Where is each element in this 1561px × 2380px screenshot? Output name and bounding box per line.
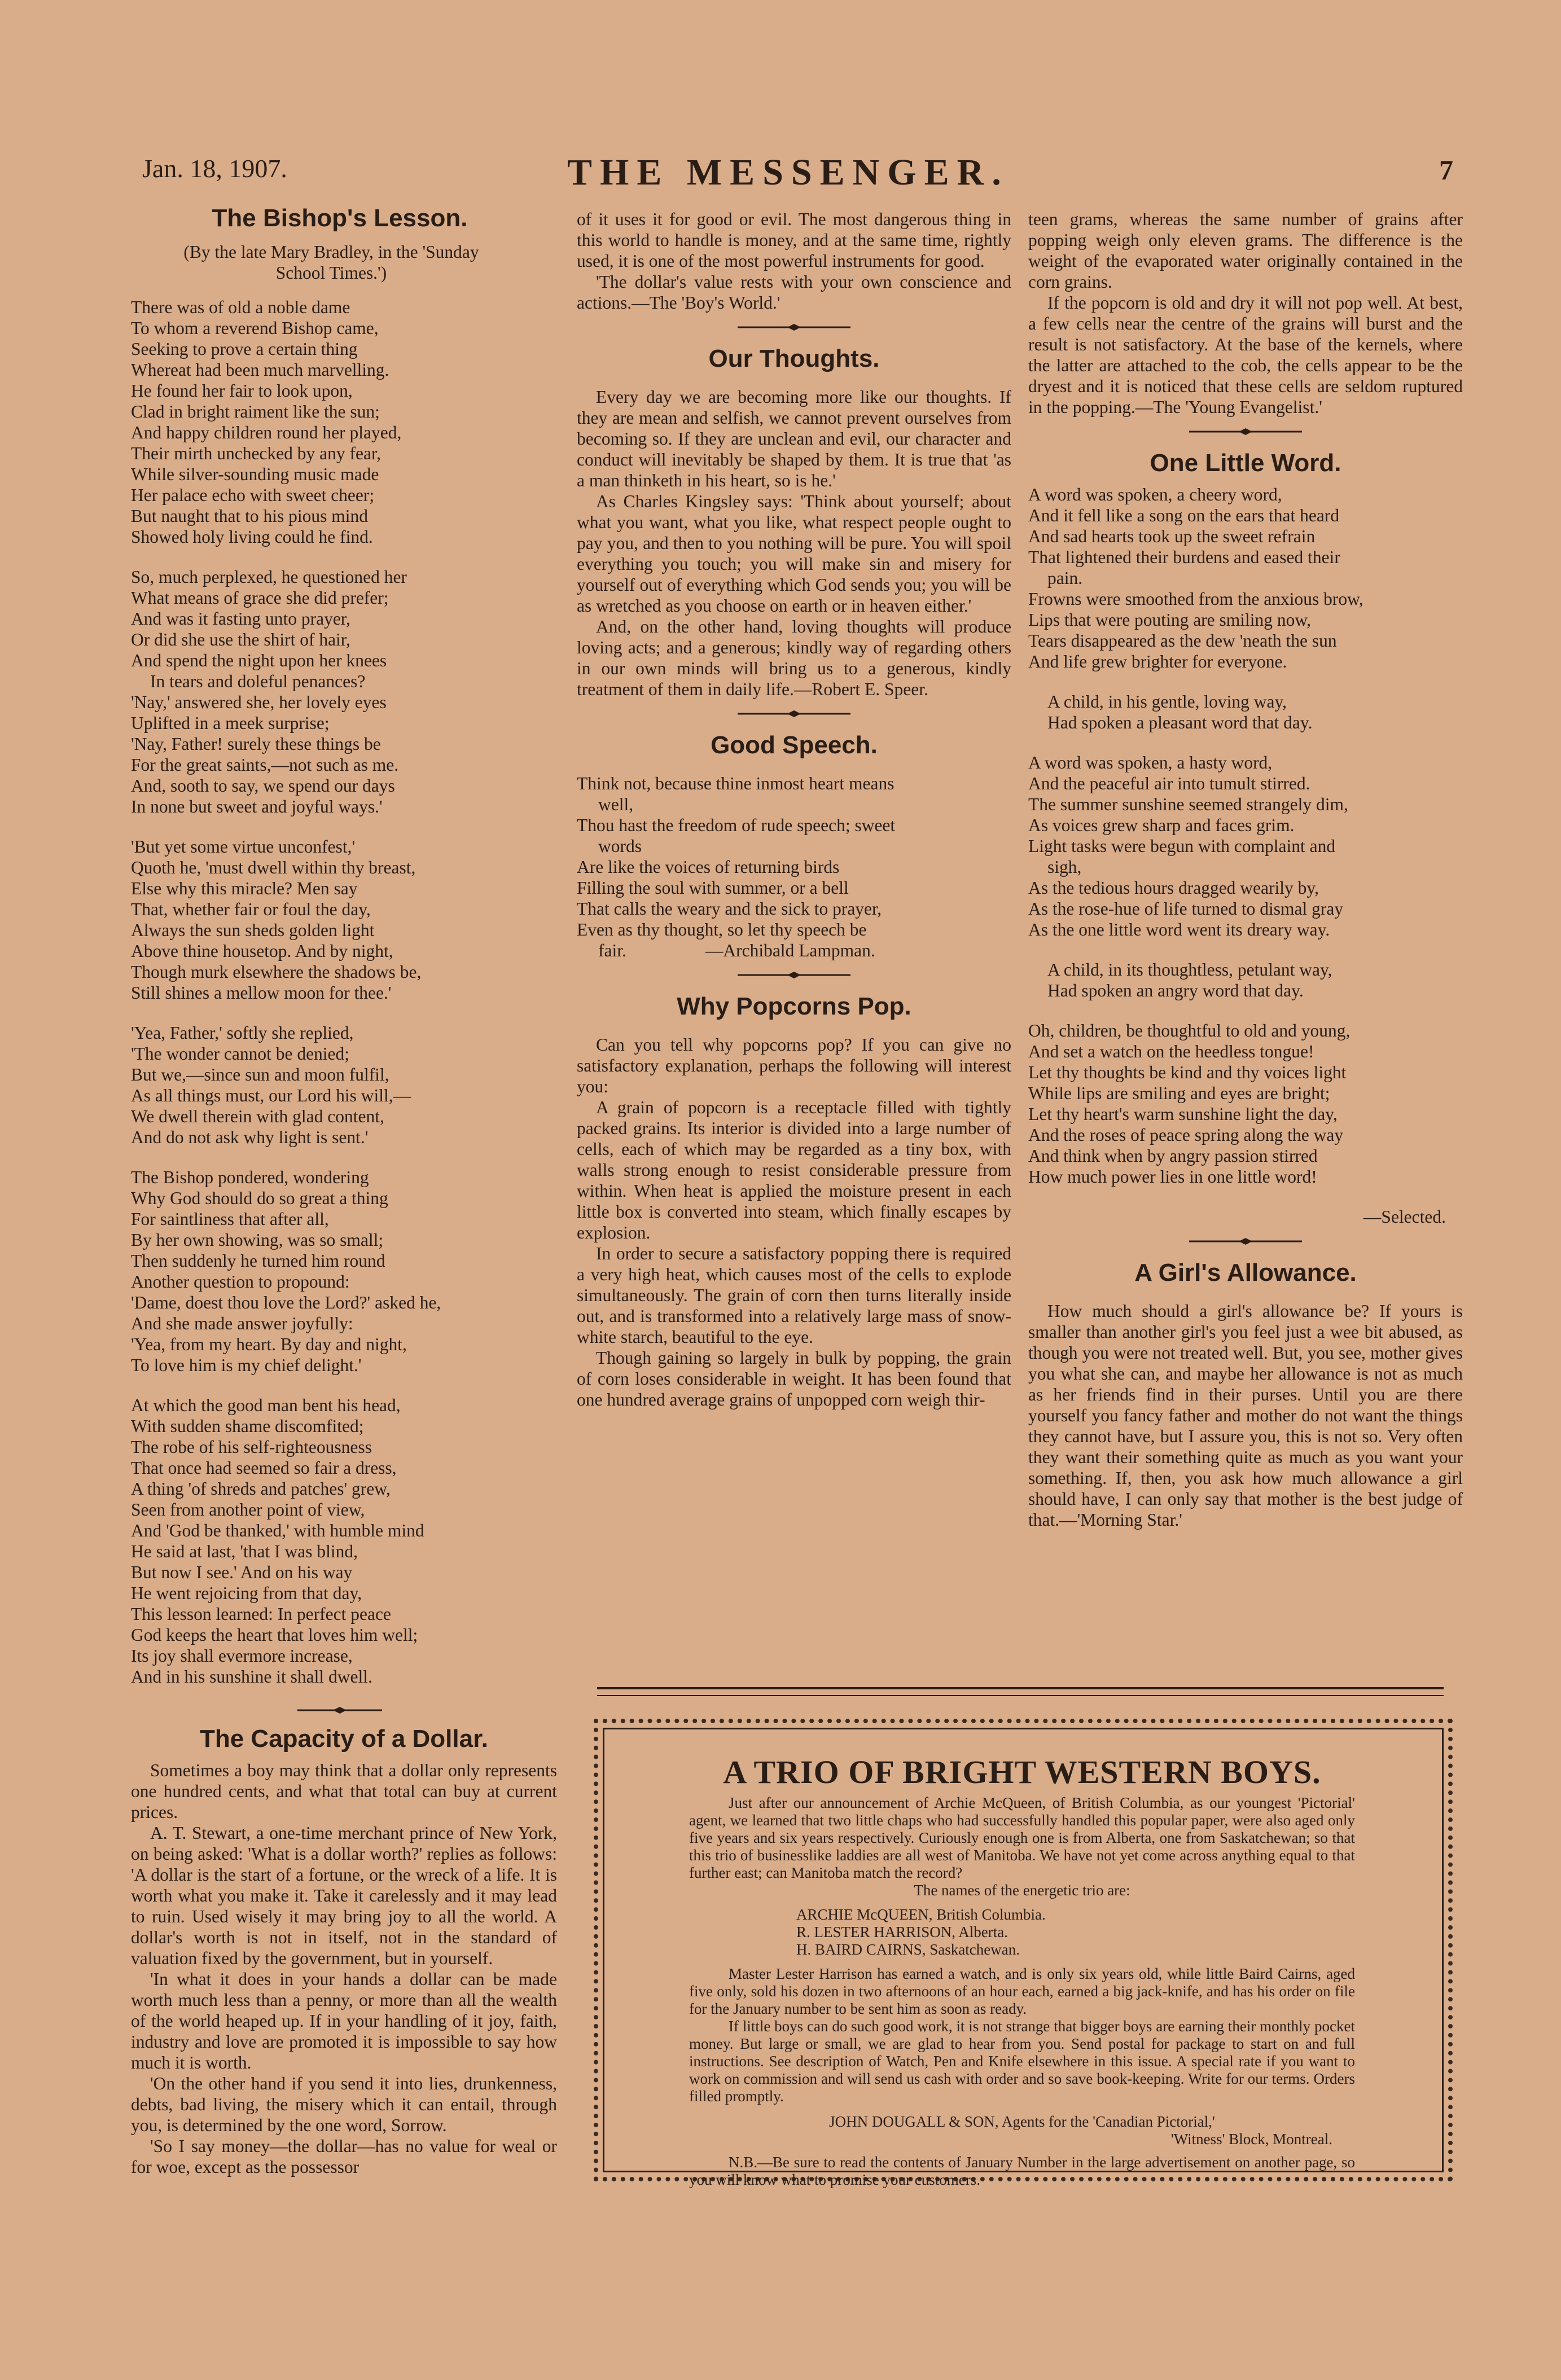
poem-line: But now I see.' And on his way bbox=[131, 1562, 353, 1582]
poem-line: As the tedious hours dragged wearily by, bbox=[1028, 878, 1319, 898]
poem-stanza bbox=[131, 567, 549, 817]
poem-line: And, sooth to say, we spend our days bbox=[131, 776, 395, 796]
poem-stanza bbox=[1028, 752, 1463, 940]
poem-line: That once had seemed so fair a dress, bbox=[131, 1458, 397, 1478]
column-1 bbox=[131, 203, 549, 1727]
poem-line: He went rejoicing from that day, bbox=[131, 1583, 362, 1603]
ad-name: R. LESTER HARRISON, Alberta. bbox=[796, 1924, 1008, 1940]
thoughts-paragraph: And, on the other hand, loving thoughts will produce loving acts; and a generous; kindly way of regarding others in our own minds will bring us to a generous, kindly treatment of them in daily life.—Robert E. Speer. bbox=[577, 617, 1011, 699]
poem-line: A thing 'of shreds and patches' grew, bbox=[131, 1479, 391, 1499]
poem-line: And she made answer joyfully: bbox=[131, 1314, 353, 1333]
ornament-divider bbox=[577, 323, 1011, 331]
poem-line: Her palace echo with sweet cheer; bbox=[131, 485, 375, 505]
poem-line: And the peaceful air into tumult stirred. bbox=[1028, 774, 1310, 793]
poem-line: And set a watch on the heedless tongue! bbox=[1028, 1042, 1314, 1061]
poem-line: Uplifted in a meek surprise; bbox=[131, 713, 330, 733]
poem-line: To whom a reverend Bishop came, bbox=[131, 318, 379, 338]
poem-line: For saintliness that after all, bbox=[131, 1209, 329, 1229]
poem-line: A word was spoken, a hasty word, bbox=[1028, 753, 1273, 772]
popcorn-title: Why Popcorns Pop. bbox=[677, 993, 911, 1020]
poem-line: And was it fasting unto prayer, bbox=[131, 609, 350, 629]
column-2 bbox=[577, 209, 1011, 1410]
dollar-continuation: of it uses it for good or evil. The most dangerous thing in this world to handle is money, and at the same time, rightly used, it is one of the most powerful instruments for good. bbox=[577, 209, 1011, 271]
section-rule bbox=[597, 1687, 1444, 1696]
poem-line: While silver-sounding music made bbox=[131, 464, 379, 484]
poem-line: A word was spoken, a cheery word, bbox=[1028, 485, 1282, 504]
ad-intro: Just after our announcement of Archie McQueen, of British Columbia, as our youngest 'Pictorial' agent, we learned that two little chaps who had successfully handled this popular paper, were also aged only five years and six years respectively. Curiously enough one is from Alberta, one from Saskatchewan; so that this trio of businesslike laddies are all west of Manitoba. We have not yet come across anything equal to that further east; can Manitoba match the record? bbox=[689, 1794, 1355, 1881]
poem-stanza bbox=[1028, 484, 1463, 672]
poem-line: But naught that to his pious mind bbox=[131, 506, 369, 526]
dollar-paragraph: Sometimes a boy may think that a dollar only represents one hundred cents, and what that total can buy at current prices. bbox=[131, 1760, 557, 1822]
poem-line: 'Nay,' answered she, her lovely eyes bbox=[131, 692, 387, 712]
masthead-title: THE MESSENGER. bbox=[567, 152, 1009, 193]
poem-line: Its joy shall evermore increase, bbox=[131, 1646, 353, 1666]
poem-line: A child, in its thoughtless, petulant way, bbox=[1047, 960, 1332, 980]
poem-line: And do not ask why light is sent.' bbox=[131, 1127, 369, 1147]
issue-date: Jan. 18, 1907. bbox=[142, 154, 287, 183]
ornament-divider bbox=[577, 971, 1011, 979]
word-attribution: —Selected. bbox=[1363, 1207, 1446, 1227]
poem-line: As the one little word went its dreary way. bbox=[1028, 920, 1330, 939]
poem-stanza bbox=[131, 297, 549, 547]
poem-line: Lips that were pouting are smiling now, bbox=[1028, 610, 1311, 630]
allowance-text: How much should a girl's allowance be? If yours is smaller than another girl's you feel just a wee bit abused, as though you were not treated well. But, you see, mother gives you what she can, and maybe her allowance is not as much as her friends find in their purses. Until you are there yourself you fancy father and mother do not want the things they cannot have, but I assure you, this is not so. Very often they want their something quite as much as you want your something. If, then, you ask how much allowance a girl should have, I can only say that mother is the best judge of that.—'Morning Star.' bbox=[1028, 1301, 1463, 1530]
poem-stanza bbox=[131, 1167, 549, 1376]
poem-line: Quoth he, 'must dwell within thy breast, bbox=[131, 858, 416, 877]
poem-line: 'Nay, Father! surely these things be bbox=[131, 734, 381, 754]
popcorn-last: If the popcorn is old and dry it will not pop well. At best, a few cells near the centre of the grains will burst and the result is not satisfactory. At the base of the kernels, where the latter are attached to the cob, the cells appear to be the dryest and it is noticed that these cells are seldom ruptured in the popping.—The 'Young Evangelist.' bbox=[1028, 293, 1463, 417]
speech-attribution: —Archibald Lampman. bbox=[705, 941, 875, 960]
poem-line: While lips are smiling and eyes are bright; bbox=[1028, 1083, 1330, 1103]
poem-line: What means of grace she did prefer; bbox=[131, 588, 389, 608]
popcorn-paragraph: A grain of popcorn is a receptacle filled with tightly packed grains. Its interior is divided into a large number of cells, each of which may be regarded as a tiny box, with walls strong enough to resist considerable pressure from within. When heat is applied the moisture present in each little box is converted into steam, which finally escapes by explosion. bbox=[577, 1097, 1011, 1242]
poem-line: Showed holy living could he find. bbox=[131, 527, 373, 547]
poem-line: Tears disappeared as the dew 'neath the sun bbox=[1028, 631, 1337, 651]
ad-name: H. BAIRD CAIRNS, Saskatchewan. bbox=[796, 1941, 1020, 1958]
poem-line: Always the sun sheds golden light bbox=[131, 920, 375, 940]
bishop-byline: (By the late Mary Bradley, in the 'Sunday School Times.') bbox=[183, 242, 479, 283]
advertisement-box bbox=[603, 1728, 1444, 2188]
poem-line: Why God should do so great a thing bbox=[131, 1188, 388, 1208]
poem-line: How much power lies in one little word! bbox=[1028, 1167, 1317, 1187]
poem-line: In none but sweet and joyful ways.' bbox=[131, 797, 383, 816]
poem-line: Had spoken an angry word that day. bbox=[1047, 981, 1304, 1000]
word-title: One Little Word. bbox=[1150, 449, 1341, 477]
poem-line: That, whether fair or foul the day, bbox=[131, 899, 371, 919]
poem-line: There was of old a noble dame bbox=[131, 297, 350, 317]
poem-line: As all things must, our Lord his will,— bbox=[131, 1086, 411, 1105]
poem-line: sigh, bbox=[1047, 857, 1082, 877]
poem-line: And think when by angry passion stirred bbox=[1028, 1146, 1318, 1166]
popcorn-continuation: teen grams, whereas the same number of grains after popping weigh only eleven grams. The difference is the weight of the evaporated water originally contained in the corn grains. bbox=[1028, 209, 1463, 292]
ad-names-heading: The names of the energetic trio are: bbox=[914, 1882, 1130, 1899]
poem-line: In tears and doleful penances? bbox=[150, 671, 366, 691]
popcorn-paragraph: In order to secure a satisfactory popping there is required a very high heat, which causes most of the cells to explode simultaneously. The grain of corn then turns literally inside out, and is transformed into a relatively large mass of snow-white starch, beautiful to the eye. bbox=[577, 1244, 1011, 1347]
poem-line: And life grew brighter for everyone. bbox=[1028, 652, 1287, 671]
poem-stanza bbox=[131, 836, 549, 1003]
dollar-paragraph: 'In what it does in your hands a dollar can be made worth much less than a penny, or more than all the wealth of the world heaped up. If in your handling of it joy, faith, industry and love are promoted it is impossible to say how much it is worth. bbox=[131, 1969, 557, 2072]
bishop-poem bbox=[131, 297, 549, 1687]
poem-line: Their mirth unchecked by any fear, bbox=[131, 443, 382, 463]
poem-line: At which the good man bent his head, bbox=[131, 1395, 401, 1415]
poem-line: The robe of his self-righteousness bbox=[131, 1437, 372, 1457]
ornament-divider bbox=[577, 710, 1011, 718]
poem-line: Though murk elsewhere the shadows be, bbox=[131, 962, 422, 982]
dollar-title: The Capacity of a Dollar. bbox=[199, 1725, 489, 1753]
poem-line: Whereat had been much marvelling. bbox=[131, 360, 389, 380]
allowance-title: A Girl's Allowance. bbox=[1134, 1259, 1357, 1286]
poem-line: We dwell therein with glad content, bbox=[131, 1106, 384, 1126]
poem-line: And the roses of peace spring along the way bbox=[1028, 1125, 1344, 1145]
poem-line: With sudden shame discomfited; bbox=[131, 1416, 364, 1436]
poem-line: By her own showing, was so small; bbox=[131, 1230, 384, 1250]
poem-line: 'The wonder cannot be denied; bbox=[131, 1044, 350, 1064]
poem-line: Oh, children, be thoughtful to old and young, bbox=[1028, 1021, 1350, 1040]
ad-names-list bbox=[689, 1906, 1355, 1959]
thoughts-paragraph: Every day we are becoming more like our thoughts. If they are mean and selfish, we cannot prevent ourselves from becoming so. If they are unclean and evil, our character and conduct will inevitably be shaped by them. It is true that 'as a man thinketh in his heart, so is he.' bbox=[577, 387, 1011, 490]
poem-line: This lesson learned: In perfect peace bbox=[131, 1604, 391, 1624]
poem-line: Seeking to prove a certain thing bbox=[131, 339, 358, 359]
poem-line: Had spoken a pleasant word that day. bbox=[1047, 713, 1313, 732]
poem-line: And it fell like a song on the ears that heard bbox=[1028, 506, 1340, 525]
poem-line: Seen from another point of view, bbox=[131, 1500, 365, 1520]
poem-line: pain. bbox=[1047, 568, 1083, 588]
poem-line: But we,—since sun and moon fulfil, bbox=[131, 1065, 389, 1084]
poem-stanza bbox=[1028, 1020, 1463, 1187]
thoughts-title: Our Thoughts. bbox=[708, 345, 880, 372]
poem-line: So, much perplexed, he questioned her bbox=[131, 567, 407, 587]
ad-signature: JOHN DOUGALL & SON, Agents for the 'Canadian Pictorial,' bbox=[829, 2113, 1215, 2130]
poem-line: Clad in bright raiment like the sun; bbox=[131, 402, 380, 421]
ad-name: ARCHIE McQUEEN, British Columbia. bbox=[796, 1906, 1046, 1923]
ornament-divider bbox=[131, 1706, 549, 1714]
popcorn-paragraph: Though gaining so largely in bulk by popping, the grain of corn loses considerable in weight. It has been found that one hundred average grains of unpopped corn weigh thir- bbox=[577, 1348, 1011, 1409]
poem-line: God keeps the heart that loves him well; bbox=[131, 1625, 418, 1645]
poem-line: For the great saints,—not such as me. bbox=[131, 755, 399, 775]
ornament-divider bbox=[1028, 428, 1463, 436]
poem-line: The summer sunshine seemed strangely dim, bbox=[1028, 794, 1348, 814]
poem-line: Frowns were smoothed from the anxious brow, bbox=[1028, 589, 1363, 609]
poem-line: 'Yea, from my heart. By day and night, bbox=[131, 1334, 407, 1354]
poem-line: He said at last, 'that I was blind, bbox=[131, 1542, 358, 1561]
poem-line: And spend the night upon her knees bbox=[131, 651, 387, 670]
poem-line: And sad hearts took up the sweet refrain bbox=[1028, 526, 1316, 546]
bishop-title: The Bishop's Lesson. bbox=[212, 204, 468, 232]
word-poem bbox=[1028, 484, 1463, 1187]
poem-line: Still shines a mellow moon for thee.' bbox=[131, 983, 392, 1003]
poem-line: Or did she use the shirt of hair, bbox=[131, 630, 350, 649]
poem-line: 'Yea, Father,' softly she replied, bbox=[131, 1023, 354, 1043]
poem-stanza bbox=[1028, 691, 1463, 733]
poem-line: That lightened their burdens and eased their bbox=[1028, 547, 1340, 567]
page-number: 7 bbox=[1439, 154, 1453, 186]
popcorn-paragraph: Can you tell why popcorns pop? If you can give no satisfactory explanation, perhaps the following will interest you: bbox=[577, 1035, 1011, 1096]
poem-line: Then suddenly he turned him round bbox=[131, 1251, 385, 1271]
poem-line: 'But yet some virtue unconfest,' bbox=[131, 837, 356, 857]
poem-line: Above thine housetop. And by night, bbox=[131, 941, 393, 961]
poem-line: As the rose-hue of life turned to dismal gray bbox=[1028, 899, 1344, 919]
thoughts-paragraph: As Charles Kingsley says: 'Think about yourself; about what you want, what you like, what respect people ought to pay you, and then to you nothing will be pure. You will spoil everything you touch; you will make sin and misery for yourself out of everything which God sends you; you will be as wretched as you choose on earth or in heaven either.' bbox=[577, 491, 1011, 616]
ornament-divider bbox=[1028, 1237, 1463, 1245]
dollar-closing: 'The dollar's value rests with your own conscience and actions.—The 'Boy's World.' bbox=[577, 272, 1011, 313]
poem-stanza bbox=[131, 1395, 549, 1687]
poem-line: Let thy heart's warm sunshine light the day, bbox=[1028, 1104, 1338, 1124]
dollar-paragraph: 'On the other hand if you send it into lies, drunkenness, debts, bad living, the misery which it can entail, through you, is determined by the one word, Sorrow. bbox=[131, 2074, 557, 2135]
speech-poem: Think not, because thine inmost heart means well, Thou hast the freedom of rude speech; sweet words Are like the voices of returning birds Filling the soul with summer, or a bell That calls the weary and the sick to prayer, Even as thy thought, so let thy speech be fair. —Archibald Lampman. bbox=[577, 774, 896, 960]
ad-body: Master Lester Harrison has earned a watch, and is only six years old, while little Baird Cairns, aged five only, sold his dozen in two afternoons of an hour each, earned a big jack-knife, and has his order on file for the January number to be sent him as soon as ready. bbox=[689, 1965, 1355, 2017]
column-3 bbox=[1028, 209, 1463, 1530]
dollar-paragraph: A. T. Stewart, a one-time merchant prince of New York, on being asked: 'What is a dollar worth?' replies as follows: 'A dollar is the start of a fortune, or the wreck of a life. It is worth what you make it. Take it carelessly and it may lead to ruin. Used wisely it may bring joy to all the world. A dollar's worth is not in itself, not in the standard of valuation fixed by the government, but in yourself. bbox=[131, 1823, 557, 1968]
poem-line: To love him is my chief delight.' bbox=[131, 1355, 362, 1375]
poem-line: The Bishop pondered, wondering bbox=[131, 1167, 369, 1187]
speech-title: Good Speech. bbox=[711, 731, 878, 759]
poem-line: 'Dame, doest thou love the Lord?' asked he, bbox=[131, 1293, 441, 1312]
poem-line: He found her fair to look upon, bbox=[131, 381, 353, 401]
poem-line: And in his sunshine it shall dwell. bbox=[131, 1667, 372, 1687]
dollar-article bbox=[131, 1724, 557, 2177]
poem-line: Another question to propound: bbox=[131, 1272, 350, 1292]
poem-line: Let thy thoughts be kind and thy voices light bbox=[1028, 1062, 1347, 1082]
poem-stanza bbox=[1028, 959, 1463, 1001]
poem-line: Light tasks were begun with complaint and bbox=[1028, 836, 1336, 856]
ad-body: If little boys can do such good work, it is not strange that bigger boys are earning their monthly pocket money. But large or small, we are glad to hear from you. Send postal for package to start on and full instructions. See description of Watch, Pen and Knife elsewhere in this issue. A special rate if you want to work on commission and will send us cash with order and so save book-keeping. Write for our terms. Orders filled promptly. bbox=[689, 2018, 1355, 2105]
poem-line: Else why this miracle? Men say bbox=[131, 879, 358, 898]
poem-line: And happy children round her played, bbox=[131, 423, 402, 442]
ad-title: A TRIO OF BRIGHT WESTERN BOYS. bbox=[723, 1754, 1321, 1790]
poem-line: As voices grew sharp and faces grim. bbox=[1028, 815, 1295, 835]
poem-stanza bbox=[131, 1022, 549, 1148]
ad-nb: N.B.—Be sure to read the contents of January Number in the large advertisement on another page, so you will know what to promise your customers. bbox=[689, 2154, 1355, 2188]
poem-line: And 'God be thanked,' with humble mind bbox=[131, 1521, 424, 1540]
dollar-paragraph: 'So I say money—the dollar—has no value for weal or for woe, except as the possessor bbox=[131, 2136, 557, 2177]
ad-address: 'Witness' Block, Montreal. bbox=[1170, 2131, 1332, 2148]
poem-line: A child, in his gentle, loving way, bbox=[1047, 692, 1287, 712]
